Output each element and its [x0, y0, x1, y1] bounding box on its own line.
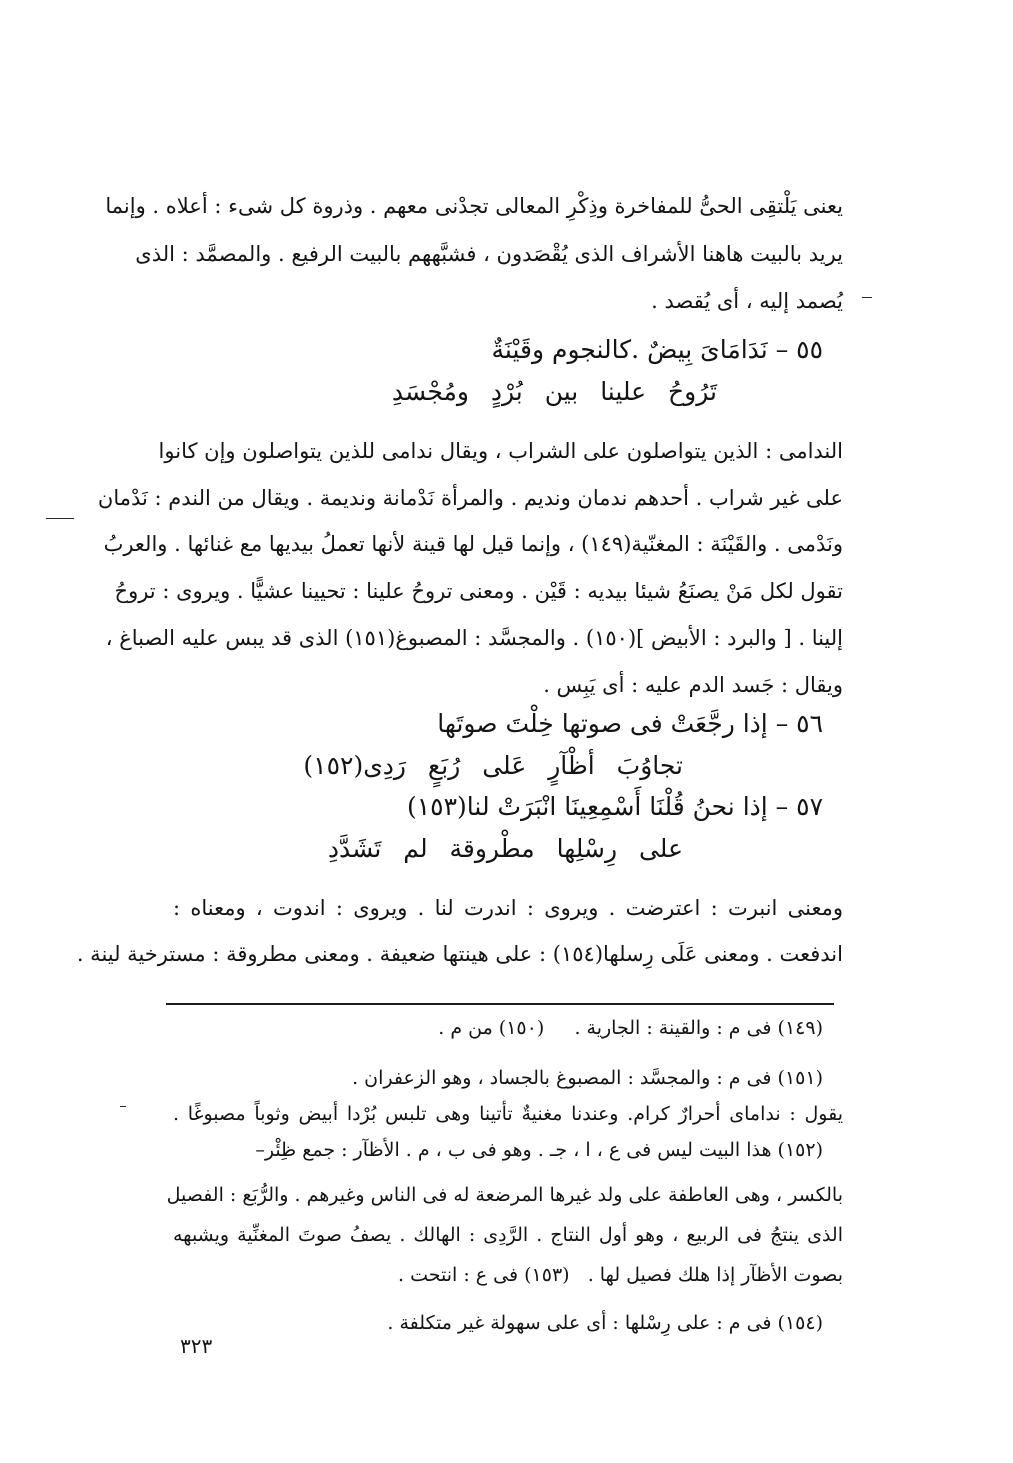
footnote-line: (١٥١) فى م : والمجسَّد : المصبوغ بالجساد ، وهو الزعفران .: [352, 1067, 823, 1089]
commentary-line: تقول لكل مَنْ يصنَعُ شيئا بيديه : قَيْن . ومعنى تروحُ علينا : تحيينا عشيًّا . ويروى : تروحُ: [114, 579, 843, 603]
commentary-line: يُصمد إليه ، أى يُقصد .: [651, 289, 843, 313]
footnote-line: بصوت الأظآر إذا هلك فصيل لها . (١٥٣) فى ع : انتحت .: [398, 1264, 843, 1286]
verse-first-hemistich: ٥٥ – نَدَامَاىَ بِيضٌ .كالنجوم وقَيْنَةٌ: [491, 335, 823, 364]
margin-mark: [120, 1106, 126, 1107]
verse-second-hemistich: على رِسْلِها مطْروقة لم تَشَدَّدِ: [327, 834, 683, 863]
commentary-line: ونَدْمى . والقَيْنَة : المغنّية(١٤٩) ، وإنما قيل لها قينة لأنها تعملُ بيديها مع غنائها . والعربُ: [103, 532, 843, 556]
footnote-line: (١٥٢) هذا البيت ليس فى ع ، ا ، جـ . وهو فى ب ، م . الأظآر : جمع ظِئْر–: [255, 1139, 823, 1161]
footnote-separator: [166, 1003, 834, 1005]
verse-first-hemistich: ٥٧ – إذا نحنُ قُلْنَا أَسْمِعِينَا انْبَرَتْ لنا(١٥٣): [406, 792, 823, 821]
footnote-line: الذى ينتجُ فى الربيع ، وهو أول النتاج . الرَّدِى : الهالك . يصفُ صوتَ المغنِّية ويشبهه: [173, 1224, 843, 1246]
commentary-line: على غير شراب . أحدهم ندمان ونديم . والمرأة نَدْمانة ونديمة . ويقال من الندم : نَدْمان: [97, 486, 843, 510]
verse-first-hemistich: ٥٦ – إذا رجَّعَتْ فى صوتها خِلْتَ صوتَها: [437, 709, 823, 738]
commentary-line: ومعنى انبرت : اعترضت . ويروى : اندرت لنا . ويروى : اندوت ، ومعناه :: [173, 896, 843, 920]
footnote-line: (١٤٩) فى م : والقينة : الجارية . (١٥٠) من م .: [438, 1017, 823, 1039]
commentary-line: الندامى : الذين يتواصلون على الشراب ، ويقال ندامى للذين يتواصلون وإن كانوا: [158, 439, 843, 463]
footnote-line: بالكسر ، وهى العاطفة على ولد غيرها المرضعة له فى الناس وغيرهم . والرُّبَع : الفصيل: [166, 1184, 843, 1206]
margin-mark: [46, 518, 74, 519]
margin-mark: [862, 297, 872, 298]
footnote-line: (١٥٤) فى م : على رِسْلها : أى على سهولة غير متكلفة .: [387, 1312, 823, 1334]
verse-second-hemistich: تجاوُبَ أظْآرٍ عَلى رُبَعٍ رَدِى(١٥٢): [303, 751, 683, 780]
verse-second-hemistich: تَرُوحُ علينا بين بُرْدٍ ومُجْسَدِ: [391, 377, 717, 406]
page-number: ٣٢٣: [180, 1334, 213, 1358]
commentary-line: إلينا . [ والبرد : الأبيض ](١٥٠) . والمجسَّد : المصبوغ(١٥١) الذى قد يبس عليه الصباغ ،: [105, 626, 843, 650]
commentary-line: اندفعت . ومعنى عَلَى رِسلها(١٥٤) : على هينتها ضعيفة . ومعنى مطروقة : مسترخية لينة .: [76, 942, 843, 966]
commentary-line: يريد بالبيت هاهنا الأشراف الذى يُقْصَدون ، فشبَّههم بالبيت الرفيع . والمصمَّد : الذى: [135, 242, 843, 266]
commentary-line: يعنى يَلْتقِى الحىُّ للمفاخرة وذِكْرِ المعالى تجدْنى معهم . وذروة كل شىء : أعلاه . وإنما: [105, 194, 843, 218]
commentary-line: ويقال : جَسد الدم عليه : أى يَبِس .: [543, 673, 843, 697]
footnote-line: يقول : ندامای أحرارٌ كرام. وعندنا مغنيةٌ تأتينا وهى تلبس بُرْدا أبيض وثوباً مصبوغًا .: [173, 1103, 843, 1125]
